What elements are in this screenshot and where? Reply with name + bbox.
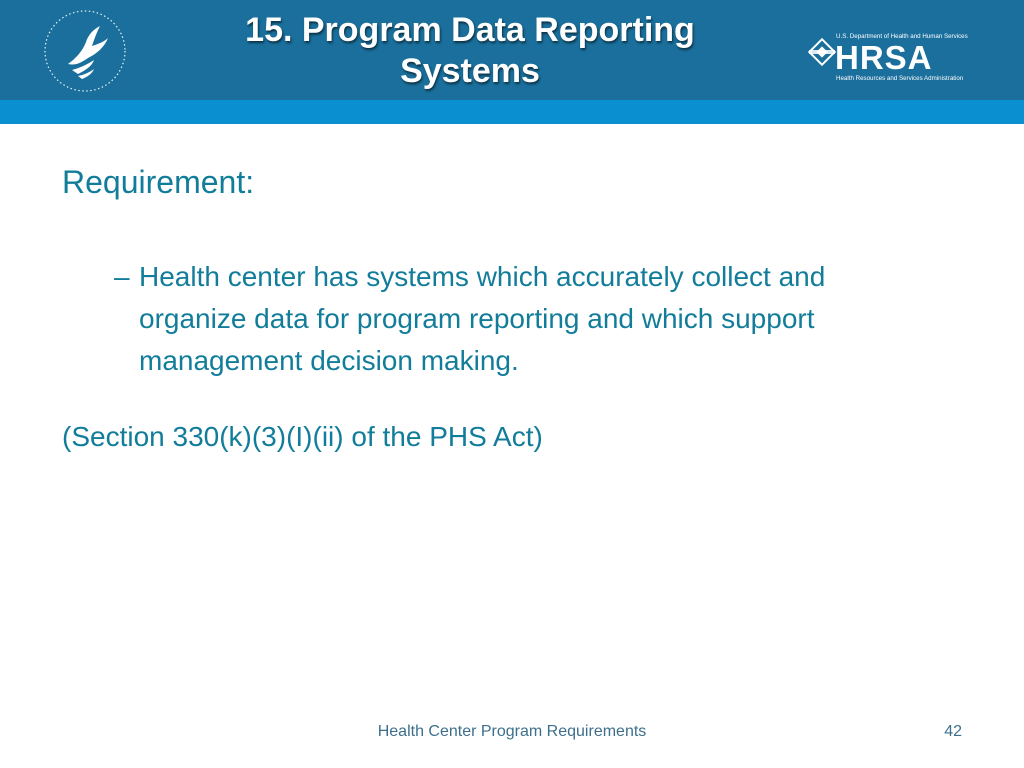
page-number: 42 — [944, 723, 962, 740]
header-accent-stripe — [0, 100, 1024, 124]
bullet-dash: – — [114, 261, 130, 292]
legal-citation: (Section 330(k)(3)(I)(ii) of the PHS Act) — [62, 421, 543, 452]
requirement-heading: Requirement: — [62, 164, 255, 200]
svg-text:U.S. Department of Health and: U.S. Department of Health and Human Services — [836, 33, 968, 40]
svg-text:Health Resources and Services: Health Resources and Services Administration — [836, 75, 964, 82]
requirement-bullet — [114, 256, 934, 382]
slide-title-line-2: Systems — [400, 52, 540, 90]
footer-title: Health Center Program Requirements — [377, 723, 647, 740]
bullet-text: Health center has systems which accurately collect and organize data for program reporting and which support management decision making. — [139, 261, 826, 376]
hhs-eagle-seal-icon — [42, 8, 128, 94]
slide-header — [0, 0, 1024, 100]
slide-title — [150, 10, 790, 92]
slide-title-line-1: 15. Program Data Reporting — [245, 11, 695, 49]
hrsa-logo-icon — [808, 28, 970, 84]
svg-text:HRSA: HRSA — [835, 39, 933, 76]
